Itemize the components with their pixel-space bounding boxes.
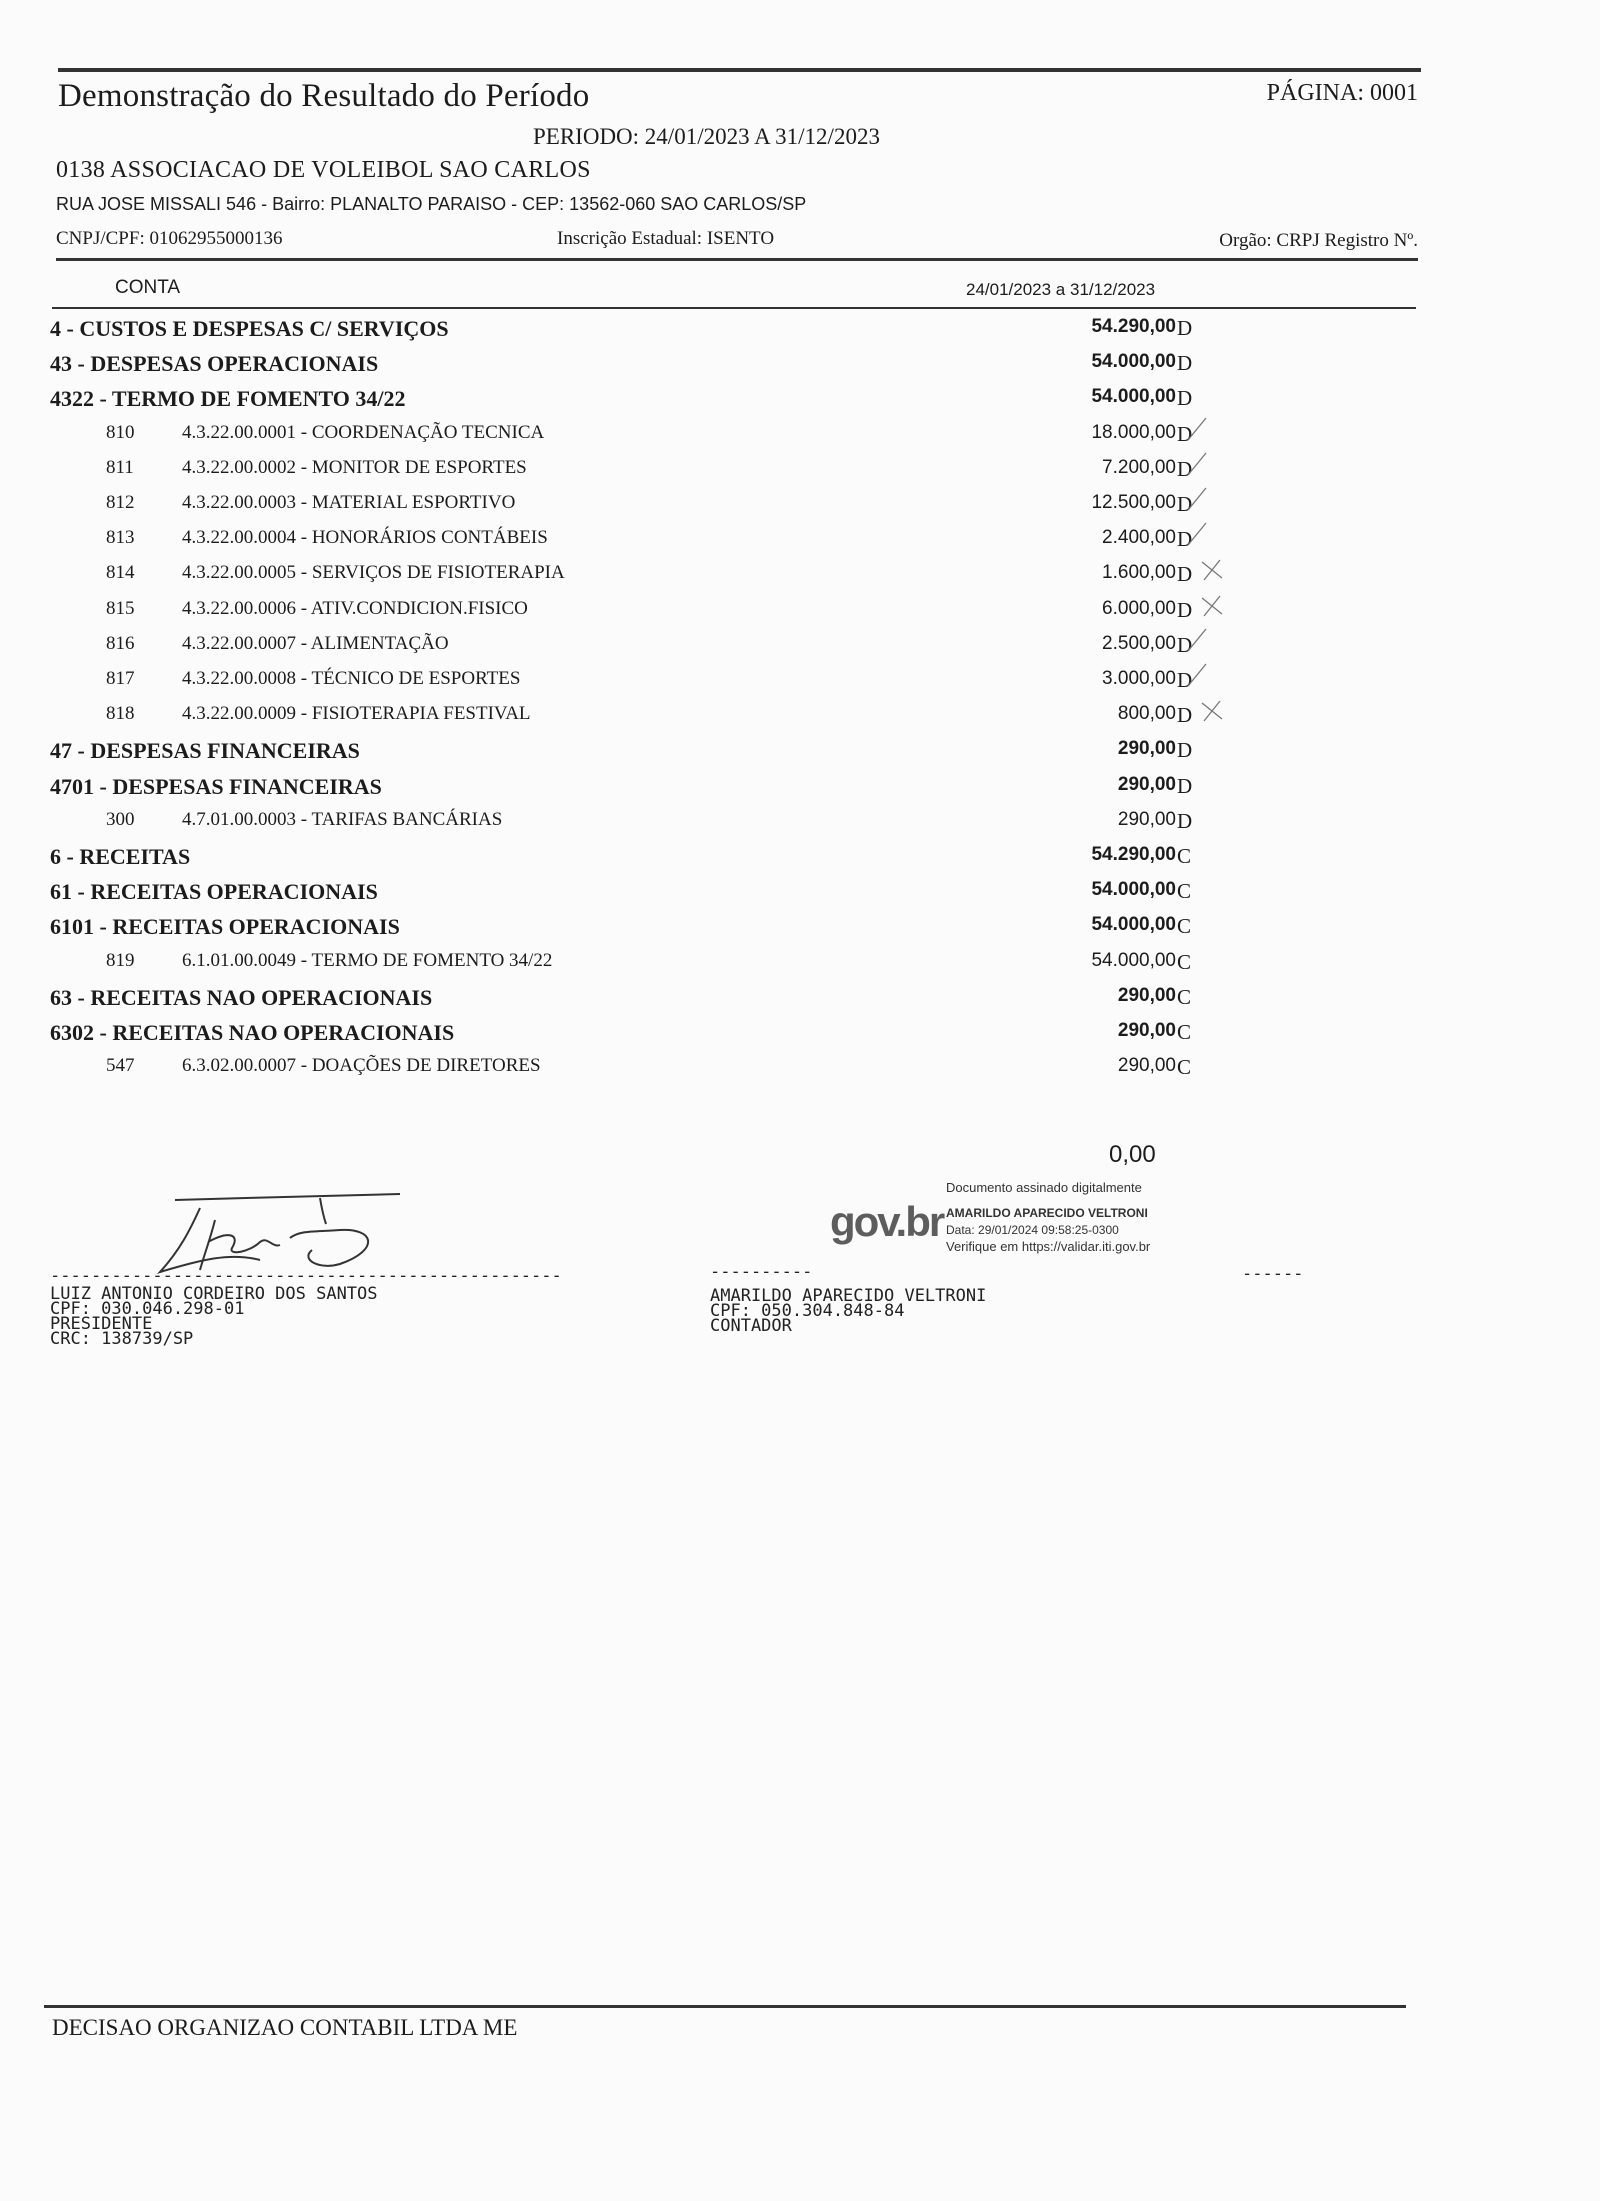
account-value: 2.500,00 — [1102, 633, 1176, 654]
account-label: 4.3.22.00.0002 - MONITOR DE ESPORTES — [182, 457, 527, 478]
account-code: 810 — [106, 422, 135, 443]
account-value: 290,00 — [1117, 1020, 1176, 1041]
page-number: PÁGINA: 0001 — [1266, 80, 1418, 106]
account-group-row — [0, 914, 1600, 948]
account-code: 817 — [106, 668, 135, 689]
account-code: 818 — [106, 703, 135, 724]
account-value: 54.000,00 — [1091, 386, 1176, 407]
account-code: 547 — [106, 1055, 135, 1076]
account-row — [0, 809, 1600, 843]
column-header-period: 24/01/2023 a 31/12/2023 — [966, 280, 1156, 299]
account-label: 4.3.22.00.0003 - MATERIAL ESPORTIVO — [182, 492, 516, 513]
debit-credit-flag: C — [1177, 844, 1192, 868]
account-value: 290,00 — [1117, 738, 1176, 759]
account-group-row — [0, 1020, 1600, 1054]
account-label: 4.3.22.00.0004 - HONORÁRIOS CONTÁBEIS — [182, 527, 548, 548]
account-value: 290,00 — [1117, 1055, 1176, 1076]
handwritten-check-icon — [1182, 519, 1212, 549]
cnpj: CNPJ/CPF: 01062955000136 — [56, 228, 283, 249]
govbr-date: Data: 29/01/2024 09:58:25-0300 — [946, 1223, 1119, 1237]
accountant-cpf: CPF: 050.304.848-84 — [710, 1301, 905, 1321]
account-label: 4322 - TERMO DE FOMENTO 34/22 — [50, 386, 406, 411]
signature-line-right: ---------- — [710, 1262, 813, 1282]
account-code: 815 — [106, 598, 135, 619]
registry-organ: Orgão: CRPJ Registro Nº. — [1219, 230, 1418, 251]
handwritten-check-icon — [1182, 414, 1212, 444]
account-value: 54.000,00 — [1091, 879, 1176, 900]
account-value: 800,00 — [1117, 703, 1176, 724]
accountant-name: AMARILDO APARECIDO VELTRONI — [710, 1286, 987, 1306]
debit-credit-flag: C — [1177, 1055, 1192, 1079]
account-row — [0, 598, 1600, 632]
account-row — [0, 492, 1600, 526]
top-rule — [58, 68, 1421, 72]
header-rule — [56, 258, 1418, 261]
debit-credit-flag: D — [1177, 668, 1193, 692]
account-code: 816 — [106, 633, 135, 654]
company-name: 0138 ASSOCIACAO DE VOLEIBOL SAO CARLOS — [56, 157, 591, 183]
account-value: 290,00 — [1117, 809, 1176, 830]
signatory-crc: CRC: 138739/SP — [50, 1329, 194, 1349]
debit-credit-flag: C — [1177, 950, 1192, 974]
account-value: 54.000,00 — [1091, 914, 1176, 935]
account-label: 4.3.22.00.0001 - COORDENAÇÃO TECNICA — [182, 422, 545, 443]
account-group-row — [0, 985, 1600, 1019]
account-value: 12.500,00 — [1091, 492, 1176, 513]
handwritten-check-icon — [1182, 625, 1212, 655]
account-label: 6101 - RECEITAS OPERACIONAIS — [50, 914, 400, 939]
account-group-row — [0, 386, 1600, 420]
account-value: 290,00 — [1117, 985, 1176, 1006]
account-code: 814 — [106, 562, 135, 583]
account-row — [0, 668, 1600, 702]
account-value: 6.000,00 — [1102, 598, 1176, 619]
account-label: 4.7.01.00.0003 - TARIFAS BANCÁRIAS — [182, 809, 503, 830]
account-value: 1.600,00 — [1102, 562, 1176, 583]
account-code: 813 — [106, 527, 135, 548]
account-code: 819 — [106, 950, 135, 971]
debit-credit-flag: D — [1177, 598, 1193, 622]
state-registration: Inscrição Estadual: ISENTO — [557, 228, 775, 249]
account-label: 4.3.22.00.0008 - TÉCNICO DE ESPORTES — [182, 668, 521, 689]
account-group-row — [0, 351, 1600, 385]
debit-credit-flag: D — [1177, 351, 1193, 375]
debit-credit-flag: C — [1177, 985, 1192, 1009]
handwritten-cross-icon — [1196, 554, 1226, 584]
accountant-role: CONTADOR — [710, 1316, 792, 1336]
debit-credit-flag: C — [1177, 914, 1192, 938]
account-group-row — [0, 844, 1600, 878]
account-group-row — [0, 774, 1600, 808]
account-value: 290,00 — [1117, 774, 1176, 795]
account-label: 6.3.02.00.0007 - DOAÇÕES DE DIRETORES — [182, 1055, 541, 1076]
account-row — [0, 562, 1600, 596]
debit-credit-flag: D — [1177, 386, 1193, 410]
debit-credit-flag: D — [1177, 703, 1193, 727]
govbr-verify: Verifique em https://validar.iti.gov.br — [946, 1239, 1151, 1254]
account-label: 4.3.22.00.0005 - SERVIÇOS DE FISIOTERAPIA — [182, 562, 565, 583]
company-address: RUA JOSE MISSALI 546 - Bairro: PLANALTO PARAISO - CEP: 13562-060 SAO CARLOS/SP — [56, 194, 807, 214]
handwritten-cross-icon — [1196, 695, 1226, 725]
account-label: 4701 - DESPESAS FINANCEIRAS — [50, 774, 382, 799]
account-row — [0, 422, 1600, 456]
signatory-cpf: CPF: 030.046.298-01 — [50, 1299, 245, 1319]
debit-credit-flag: D — [1177, 492, 1193, 516]
debit-credit-flag: D — [1177, 316, 1193, 340]
account-value: 18.000,00 — [1091, 422, 1176, 443]
account-group-row — [0, 738, 1600, 772]
result-total: 0,00 — [1109, 1141, 1156, 1168]
debit-credit-flag: D — [1177, 422, 1193, 446]
account-label: 4.3.22.00.0006 - ATIV.CONDICION.FISICO — [182, 598, 528, 619]
handwritten-check-icon — [1182, 484, 1212, 514]
account-label: 4.3.22.00.0009 - FISIOTERAPIA FESTIVAL — [182, 703, 531, 724]
handwritten-check-icon — [1182, 660, 1212, 690]
account-group-row — [0, 879, 1600, 913]
account-value: 54.000,00 — [1091, 950, 1176, 971]
debit-credit-flag: D — [1177, 738, 1193, 762]
footer-company: DECISAO ORGANIZAO CONTABIL LTDA ME — [52, 2015, 518, 2040]
account-row — [0, 1055, 1600, 1089]
footer-rule — [44, 2005, 1406, 2008]
account-code: 300 — [106, 809, 135, 830]
govbr-signer: AMARILDO APARECIDO VELTRONI — [946, 1206, 1148, 1220]
account-group-row — [0, 316, 1600, 350]
account-value: 3.000,00 — [1102, 668, 1176, 689]
account-code: 811 — [106, 457, 134, 478]
signatory-role: PRESIDENTE — [50, 1314, 153, 1334]
account-label: 6302 - RECEITAS NAO OPERACIONAIS — [50, 1020, 455, 1045]
page-title: Demonstração do Resultado do Período — [58, 78, 590, 114]
debit-credit-flag: D — [1177, 809, 1193, 833]
handwritten-cross-icon — [1196, 590, 1226, 620]
account-row — [0, 457, 1600, 491]
account-label: 6 - RECEITAS — [50, 844, 191, 869]
account-label: 47 - DESPESAS FINANCEIRAS — [50, 738, 360, 763]
debit-credit-flag: C — [1177, 1020, 1192, 1044]
signatory-name: LUIZ ANTONIO CORDEIRO DOS SANTOS — [50, 1284, 378, 1304]
account-row — [0, 703, 1600, 737]
account-label: 61 - RECEITAS OPERACIONAIS — [50, 879, 378, 904]
account-value: 54.000,00 — [1091, 351, 1176, 372]
signature-line-extra: ------ — [1242, 1264, 1304, 1284]
debit-credit-flag: D — [1177, 562, 1193, 586]
debit-credit-flag: D — [1177, 527, 1193, 551]
account-row — [0, 633, 1600, 667]
debit-credit-flag: D — [1177, 633, 1193, 657]
signature-line-left: -------------------------------------------------- — [50, 1266, 562, 1286]
debit-credit-flag: C — [1177, 879, 1192, 903]
account-value: 54.290,00 — [1091, 316, 1176, 337]
debit-credit-flag: D — [1177, 774, 1193, 798]
column-header-conta: CONTA — [115, 277, 181, 298]
govbr-signed-label: Documento assinado digitalmente — [946, 1180, 1142, 1195]
column-header-rule — [52, 307, 1416, 309]
period-label: PERIODO: 24/01/2023 A 31/12/2023 — [533, 124, 880, 149]
handwritten-check-icon — [1182, 449, 1212, 479]
account-code: 812 — [106, 492, 135, 513]
account-value: 2.400,00 — [1102, 527, 1176, 548]
account-label: 63 - RECEITAS NAO OPERACIONAIS — [50, 985, 433, 1010]
account-row — [0, 950, 1600, 984]
account-label: 6.1.01.00.0049 - TERMO DE FOMENTO 34/22 — [182, 950, 553, 971]
account-value: 54.290,00 — [1091, 844, 1176, 865]
debit-credit-flag: D — [1177, 457, 1193, 481]
govbr-logo: gov.br — [830, 1198, 944, 1245]
account-row — [0, 527, 1600, 561]
account-label: 4.3.22.00.0007 - ALIMENTAÇÃO — [182, 633, 449, 654]
account-label: 43 - DESPESAS OPERACIONAIS — [50, 351, 379, 376]
account-value: 7.200,00 — [1102, 457, 1176, 478]
account-label: 4 - CUSTOS E DESPESAS C/ SERVIÇOS — [50, 316, 449, 341]
